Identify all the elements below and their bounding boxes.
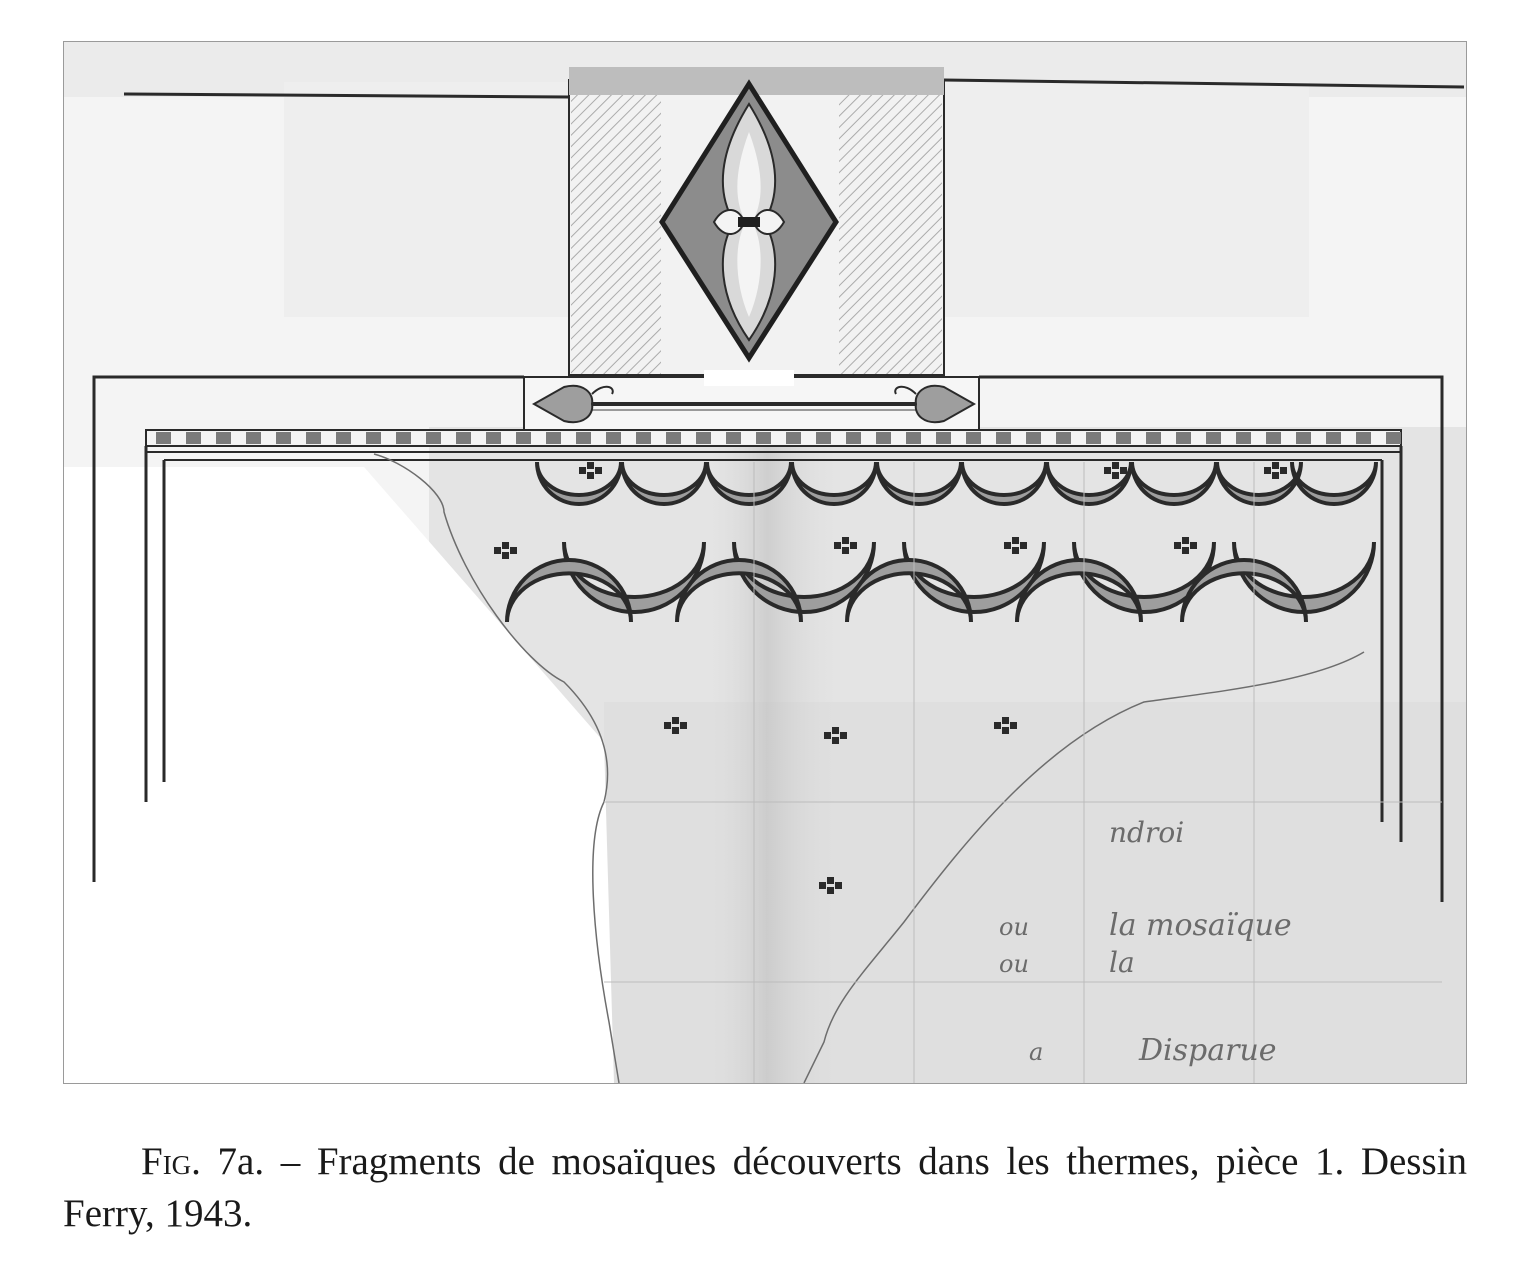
checker-square (486, 432, 501, 444)
figure-label: Fig. (141, 1140, 201, 1183)
checker-square (546, 432, 561, 444)
checker-square (1086, 432, 1101, 444)
mosaic-drawing-figure (63, 41, 1467, 1084)
checker-square (666, 432, 681, 444)
note-ou-2: ou (999, 950, 1029, 978)
checker-square (1146, 432, 1161, 444)
checker-square (726, 432, 741, 444)
checker-square (936, 432, 951, 444)
checker-square (396, 432, 411, 444)
caption-text: – Fragments de mosaïques découverts dans les thermes, pièce 1. Dessin Ferry, 1943. (63, 1140, 1468, 1235)
note-a: a (1029, 1038, 1044, 1066)
checker-square (1236, 432, 1251, 444)
checker-square (336, 432, 351, 444)
checker-square (996, 432, 1011, 444)
central-panel-top-band (569, 67, 944, 95)
checker-square (216, 432, 231, 444)
checker-square (1026, 432, 1041, 444)
checker-square (456, 432, 471, 444)
checker-square (306, 432, 321, 444)
checker-square (276, 432, 291, 444)
checker-square (1116, 432, 1131, 444)
checker-square (366, 432, 381, 444)
note-ndroi: ndroi (1109, 816, 1185, 849)
checker-square (786, 432, 801, 444)
note-la-mosaique: la mosaïque (1109, 908, 1292, 943)
checker-square (1176, 432, 1191, 444)
checker-square (966, 432, 981, 444)
checker-square (1266, 432, 1281, 444)
checker-square (756, 432, 771, 444)
checker-square (1206, 432, 1221, 444)
checker-square (1056, 432, 1071, 444)
figure-caption (63, 1136, 1467, 1240)
checker-square (1386, 432, 1401, 444)
checker-square (876, 432, 891, 444)
fold-shadow (704, 442, 844, 1083)
checker-square (246, 432, 261, 444)
checker-square (1356, 432, 1371, 444)
checker-square (156, 432, 171, 444)
checker-square (576, 432, 591, 444)
checker-square (1326, 432, 1341, 444)
central-panel-hatching-right (839, 94, 942, 374)
note-la: la (1109, 946, 1135, 979)
checker-square (696, 432, 711, 444)
note-ou-1: ou (999, 913, 1029, 941)
checker-square (516, 432, 531, 444)
checker-square (636, 432, 651, 444)
checker-square (186, 432, 201, 444)
note-disparue: Disparue (1139, 1033, 1277, 1068)
central-panel-hatching-left (571, 94, 661, 374)
mosaic-drawing (64, 42, 1466, 1083)
checker-square (606, 432, 621, 444)
checker-square (426, 432, 441, 444)
checker-square (906, 432, 921, 444)
checker-square (816, 432, 831, 444)
figure-number: 7a. (217, 1140, 265, 1183)
checker-square (846, 432, 861, 444)
checker-square (1296, 432, 1311, 444)
spear-ornament-band (524, 370, 979, 432)
